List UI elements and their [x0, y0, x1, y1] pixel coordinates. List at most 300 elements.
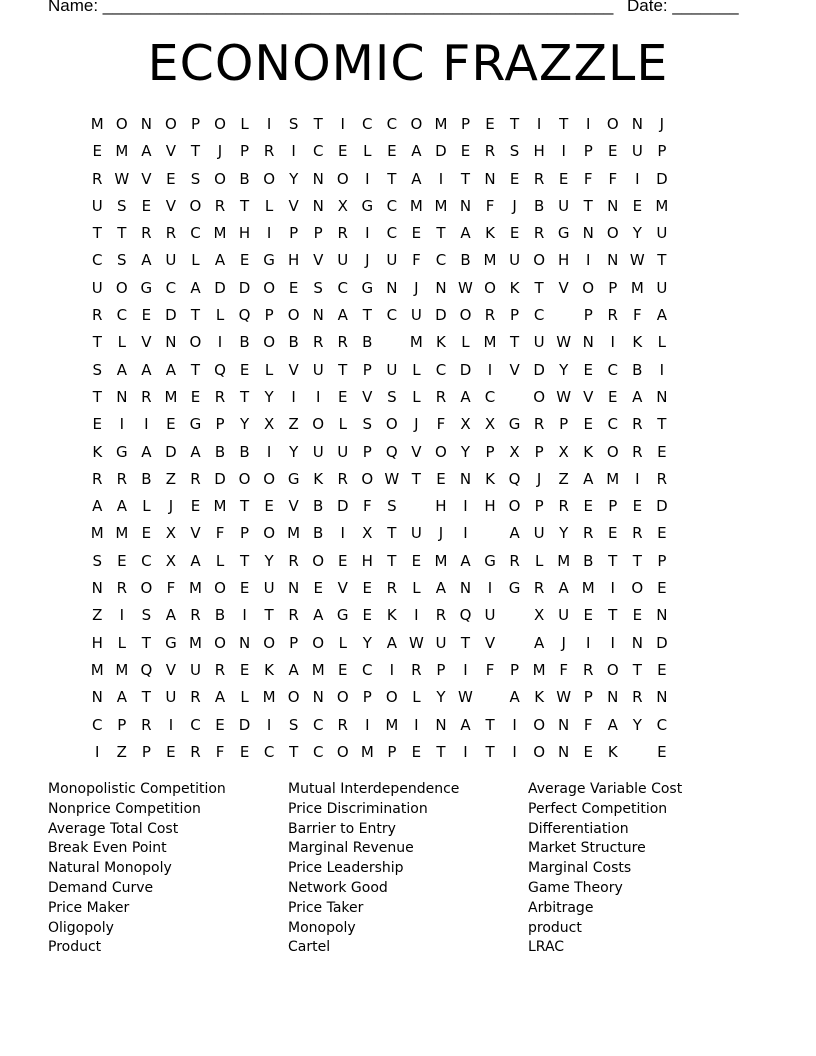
grid-letter: Y — [264, 551, 274, 570]
grid-letter: G — [508, 415, 521, 434]
grid-letter: T — [117, 224, 127, 243]
grid-letter: I — [365, 224, 370, 243]
grid-letter: O — [606, 660, 619, 679]
grid-letter: L — [215, 306, 225, 325]
grid-row — [85, 496, 733, 523]
grid-letter: O — [115, 115, 128, 133]
grid-letter: M — [483, 251, 497, 270]
grid-letter: S — [92, 551, 103, 570]
grid-letter: T — [338, 360, 348, 379]
word-list-item: Monopolistic Competition — [48, 781, 226, 797]
grid-letter: U — [484, 606, 496, 625]
grid-letter: V — [141, 169, 152, 188]
grid-letter: R — [190, 688, 201, 707]
grid-letter: O — [214, 579, 226, 598]
grid-letter: T — [460, 633, 471, 652]
grid-letter: O — [263, 169, 275, 188]
grid-letter: B — [214, 442, 226, 461]
grid-letter: A — [460, 551, 471, 570]
grid-letter: A — [411, 169, 422, 188]
grid-letter: C — [92, 251, 103, 270]
grid-letter: O — [582, 278, 595, 297]
grid-letter: X — [165, 524, 177, 543]
grid-letter: T — [190, 142, 201, 161]
grid-letter: D — [238, 278, 251, 297]
grid-letter: N — [312, 688, 324, 707]
grid-letter: N — [607, 251, 619, 270]
grid-letter: R — [632, 688, 643, 707]
grid-letter: O — [115, 278, 128, 297]
grid-letter: E — [141, 306, 152, 325]
grid-letter: W — [556, 333, 572, 352]
grid-letter: K — [485, 224, 495, 243]
grid-letter: M — [311, 660, 325, 679]
grid-letter: T — [239, 196, 250, 215]
grid-letter: R — [190, 606, 201, 625]
grid-letter: N — [459, 579, 472, 598]
grid-letter: B — [288, 333, 299, 352]
grid-letter: P — [117, 715, 127, 734]
grid-letter: M — [385, 715, 399, 734]
grid-letter: I — [463, 742, 468, 761]
grid-letter: T — [411, 469, 421, 488]
grid-row — [85, 742, 733, 769]
grid-letter: E — [239, 251, 250, 270]
grid-letter: E — [313, 579, 323, 598]
grid-letter: E — [657, 742, 667, 761]
grid-letter: R — [435, 387, 447, 406]
grid-letter: L — [264, 196, 274, 215]
grid-letter: N — [116, 387, 128, 406]
grid-letter: F — [166, 579, 176, 598]
grid-letter: O — [606, 115, 619, 133]
grid-letter: N — [312, 306, 324, 325]
grid-letter: B — [632, 360, 643, 379]
grid-letter: X — [509, 442, 520, 461]
grid-letter: Z — [116, 742, 127, 761]
grid-letter: M — [90, 660, 104, 679]
grid-letter: F — [608, 169, 618, 188]
grid-letter: R — [214, 387, 226, 406]
grid-letter: E — [166, 742, 176, 761]
grid-letter: O — [263, 469, 275, 488]
grid-letter: H — [558, 251, 570, 270]
grid-letter: T — [485, 715, 495, 734]
grid-letter: R — [214, 660, 226, 679]
grid-letter: C — [312, 715, 324, 734]
grid-letter: O — [214, 169, 226, 188]
grid-letter: S — [387, 387, 397, 406]
grid-letter: D — [214, 278, 226, 297]
word-search-grid — [85, 114, 733, 769]
grid-letter: T — [387, 551, 397, 570]
grid-letter: O — [385, 688, 398, 707]
grid-letter: Y — [559, 360, 569, 379]
grid-letter: U — [509, 251, 521, 270]
grid-letter: E — [338, 660, 348, 679]
grid-letter: I — [635, 469, 640, 488]
word-list-item: Demand Curve — [48, 879, 154, 896]
grid-letter: N — [607, 196, 619, 215]
grid-letter: K — [92, 442, 103, 461]
grid-row — [85, 141, 733, 168]
grid-letter: I — [242, 606, 247, 625]
grid-letter: M — [434, 115, 448, 133]
grid-letter: E — [657, 442, 667, 461]
grid-letter: O — [533, 742, 546, 761]
word-list-item: Oligopoly — [48, 919, 114, 936]
grid-letter: D — [435, 142, 447, 161]
grid-letter: L — [412, 579, 421, 598]
grid-letter: Z — [165, 469, 177, 488]
grid-letter: I — [610, 579, 615, 598]
grid-letter: T — [190, 306, 201, 325]
grid-letter: V — [337, 579, 348, 598]
grid-letter: U — [312, 360, 324, 379]
grid-letter: S — [313, 278, 323, 297]
grid-letter: E — [215, 715, 225, 734]
grid-letter: F — [362, 497, 372, 516]
grid-letter: R — [92, 169, 103, 188]
grid-letter: X — [558, 442, 569, 461]
grid-letter: K — [436, 333, 446, 352]
grid-letter: Y — [264, 387, 274, 406]
grid-letter: D — [656, 497, 668, 516]
grid-letter: J — [217, 142, 223, 161]
grid-letter: E — [657, 579, 667, 598]
grid-row — [85, 332, 733, 359]
grid-letter: G — [263, 251, 275, 270]
grid-letter: R — [509, 551, 520, 570]
grid-letter: T — [264, 606, 274, 625]
grid-letter: S — [117, 251, 127, 270]
grid-letter: R — [582, 524, 594, 543]
grid-letter: R — [533, 415, 545, 434]
grid-letter: S — [362, 415, 373, 434]
grid-letter: Y — [559, 524, 569, 543]
grid-letter: N — [140, 115, 152, 133]
grid-letter: E — [190, 497, 201, 516]
grid-letter: K — [632, 333, 643, 352]
grid-letter: I — [365, 715, 370, 734]
grid-letter: I — [512, 742, 517, 761]
grid-letter: O — [533, 715, 546, 734]
grid-letter: P — [289, 633, 299, 652]
grid-letter: U — [656, 224, 668, 243]
grid-letter: M — [434, 196, 448, 215]
grid-letter: N — [582, 224, 594, 243]
grid-letter: B — [533, 196, 545, 215]
grid-letter: Y — [289, 442, 299, 461]
grid-letter: G — [116, 442, 128, 461]
grid-letter: I — [585, 633, 591, 652]
grid-letter: Y — [632, 715, 642, 734]
grid-row — [85, 605, 733, 632]
grid-letter: E — [583, 360, 593, 379]
grid-letter: I — [635, 169, 640, 188]
grid-row — [85, 687, 733, 714]
grid-letter: R — [190, 742, 201, 761]
grid-letter: W — [629, 251, 645, 270]
grid-letter: B — [460, 251, 471, 270]
grid-letter: I — [463, 497, 468, 516]
grid-letter: K — [386, 606, 397, 625]
grid-letter: C — [607, 360, 618, 379]
grid-letter: G — [336, 606, 349, 625]
grid-letter: F — [215, 742, 225, 761]
grid-letter: R — [312, 333, 324, 352]
grid-letter: I — [144, 415, 149, 434]
grid-letter: R — [435, 606, 447, 625]
grid-letter: O — [508, 497, 521, 516]
grid-letter: G — [361, 196, 374, 215]
grid-letter: I — [414, 715, 419, 734]
grid-letter: K — [264, 660, 275, 679]
grid-letter: N — [558, 715, 570, 734]
grid-letter: O — [312, 551, 325, 570]
grid-letter: B — [362, 333, 373, 352]
grid-row — [85, 715, 733, 742]
grid-letter: D — [165, 442, 177, 461]
grid-letter: M — [164, 387, 178, 406]
grid-letter: M — [188, 579, 202, 598]
grid-letter: R — [632, 524, 643, 543]
word-list-column — [528, 780, 758, 958]
grid-letter: R — [92, 306, 103, 325]
grid-letter: D — [165, 306, 177, 325]
grid-letter: E — [141, 524, 152, 543]
grid-letter — [380, 332, 405, 359]
grid-letter: S — [190, 169, 201, 188]
grid-letter: U — [410, 306, 422, 325]
grid-letter: R — [190, 469, 201, 488]
grid-letter: A — [313, 606, 324, 625]
grid-letter: N — [312, 196, 324, 215]
grid-letter: V — [288, 360, 299, 379]
grid-letter: D — [656, 633, 668, 652]
grid-letter: B — [239, 169, 250, 188]
grid-letter: O — [287, 688, 300, 707]
word-list-item: LRAC — [528, 939, 565, 956]
grid-letter: C — [312, 142, 324, 161]
grid-letter: I — [487, 579, 493, 598]
grid-letter: Z — [288, 415, 299, 434]
grid-letter: I — [610, 333, 615, 352]
grid-letter: T — [387, 169, 397, 188]
grid-letter: B — [214, 606, 226, 625]
grid-letter: E — [558, 169, 569, 188]
grid-letter: B — [239, 442, 250, 461]
grid-letter: C — [607, 415, 618, 434]
grid-letter: E — [411, 742, 422, 761]
grid-letter: O — [435, 442, 447, 461]
grid-letter: N — [435, 278, 447, 297]
grid-letter: P — [240, 524, 250, 543]
grid-letter: U — [263, 579, 275, 598]
grid-letter: R — [533, 579, 545, 598]
grid-letter: A — [116, 360, 127, 379]
grid-letter: R — [116, 469, 128, 488]
grid-letter: P — [460, 115, 470, 133]
grid-letter: S — [288, 115, 299, 133]
grid-letter: L — [412, 387, 421, 406]
grid-letter: C — [362, 660, 373, 679]
grid-letter: B — [583, 551, 594, 570]
grid-letter: I — [365, 169, 370, 188]
grid-letter: G — [140, 278, 153, 297]
grid-letter: S — [387, 497, 397, 516]
grid-letter: C — [312, 742, 324, 761]
grid-row — [85, 169, 733, 196]
grid-letter: Y — [362, 633, 372, 652]
grid-row — [85, 250, 733, 277]
grid-letter: K — [509, 278, 520, 297]
grid-letter: U — [656, 278, 668, 297]
grid-letter: O — [312, 633, 325, 652]
grid-letter: L — [117, 333, 126, 352]
grid-letter: L — [117, 633, 126, 652]
grid-letter: U — [91, 278, 103, 297]
grid-letter: E — [166, 169, 176, 188]
grid-letter: E — [362, 606, 373, 625]
grid-letter: I — [585, 115, 591, 133]
grid-letter: K — [583, 442, 594, 461]
grid-row — [85, 442, 733, 469]
grid-letter: X — [165, 551, 177, 570]
grid-letter: J — [512, 196, 517, 215]
grid-letter: L — [412, 360, 421, 379]
grid-letter: L — [264, 360, 274, 379]
grid-letter: T — [436, 742, 446, 761]
grid-letter: G — [361, 278, 374, 297]
grid-letter: I — [315, 387, 321, 406]
grid-letter: V — [288, 196, 299, 215]
grid-letter: A — [214, 251, 226, 270]
grid-row — [85, 633, 733, 660]
grid-letter: M — [90, 115, 104, 133]
grid-letter: P — [510, 306, 520, 325]
grid-letter: A — [116, 497, 127, 516]
grid-letter — [502, 387, 527, 414]
grid-letter: T — [608, 606, 618, 625]
grid-letter: A — [288, 660, 299, 679]
word-list-item: Arbitrage — [528, 899, 594, 916]
grid-letter: L — [240, 115, 249, 133]
grid-letter: E — [338, 551, 348, 570]
grid-letter: N — [656, 387, 668, 406]
grid-letter: M — [606, 469, 620, 488]
grid-letter: O — [189, 333, 202, 352]
grid-row — [85, 523, 733, 550]
grid-letter: K — [313, 469, 324, 488]
grid-letter: R — [656, 469, 668, 488]
grid-letter: F — [412, 251, 421, 270]
word-list-item: Differentiation — [528, 820, 629, 837]
grid-letter: I — [340, 115, 345, 133]
grid-letter: F — [215, 524, 225, 543]
grid-letter: R — [288, 606, 299, 625]
grid-letter: E — [411, 551, 422, 570]
grid-letter: R — [116, 579, 128, 598]
name-field-label: Name: ______________________________________________________ — [48, 0, 614, 15]
grid-row — [85, 360, 733, 387]
grid-letter: A — [632, 387, 643, 406]
grid-letter: M — [532, 660, 546, 679]
grid-letter: V — [165, 142, 177, 161]
grid-letter: W — [458, 278, 473, 297]
grid-letter: A — [656, 306, 667, 325]
grid-letter: O — [410, 115, 423, 133]
grid-letter: C — [656, 715, 668, 734]
grid-letter: A — [411, 142, 422, 161]
word-list-item: Price Maker — [48, 899, 130, 916]
grid-letter: P — [657, 142, 667, 161]
grid-letter: R — [165, 224, 177, 243]
grid-letter: Q — [140, 660, 153, 679]
grid-letter: V — [558, 278, 569, 297]
word-list-item: Barrier to Entry — [288, 820, 396, 837]
grid-letter: O — [263, 633, 275, 652]
grid-letter: C — [386, 115, 398, 133]
grid-letter: B — [141, 469, 152, 488]
grid-letter: H — [435, 497, 447, 516]
grid-letter: T — [559, 115, 569, 133]
grid-letter: Z — [92, 606, 103, 625]
grid-letter: A — [92, 497, 103, 516]
word-list-item: product — [528, 919, 582, 936]
grid-letter: X — [362, 524, 373, 543]
grid-letter: N — [312, 169, 324, 188]
grid-letter: M — [557, 551, 571, 570]
grid-letter: I — [389, 660, 395, 679]
grid-letter: U — [533, 333, 545, 352]
word-list-item: Perfect Competition — [528, 800, 668, 817]
grid-letter: J — [561, 633, 566, 652]
date-field-label: Date: _______ — [627, 0, 739, 15]
grid-letter: V — [362, 387, 373, 406]
grid-letter: M — [115, 142, 129, 161]
grid-letter: O — [459, 306, 472, 325]
grid-row — [85, 278, 733, 305]
grid-letter: L — [142, 497, 151, 516]
grid-letter: T — [632, 660, 642, 679]
grid-row — [85, 469, 733, 496]
word-list-item: Marginal Costs — [528, 860, 632, 877]
grid-letter: W — [556, 688, 572, 707]
grid-letter: R — [558, 497, 569, 516]
word-list-item: Price Discrimination — [288, 800, 428, 817]
grid-letter: E — [239, 742, 250, 761]
grid-letter: E — [239, 660, 250, 679]
grid-letter: C — [386, 306, 398, 325]
grid-letter: A — [583, 469, 594, 488]
grid-letter: H — [533, 142, 545, 161]
grid-letter: I — [610, 633, 615, 652]
grid-letter: T — [190, 360, 201, 379]
grid-row — [85, 551, 733, 578]
grid-letter: R — [632, 415, 643, 434]
grid-row — [85, 414, 733, 441]
grid-letter: F — [485, 196, 495, 215]
grid-letter: A — [509, 688, 520, 707]
grid-letter: P — [215, 415, 225, 434]
grid-letter: I — [168, 715, 174, 734]
grid-letter: C — [435, 251, 447, 270]
grid-letter: E — [166, 415, 176, 434]
grid-letter — [404, 496, 429, 523]
grid-letter: O — [287, 306, 300, 325]
grid-letter: J — [414, 415, 419, 434]
